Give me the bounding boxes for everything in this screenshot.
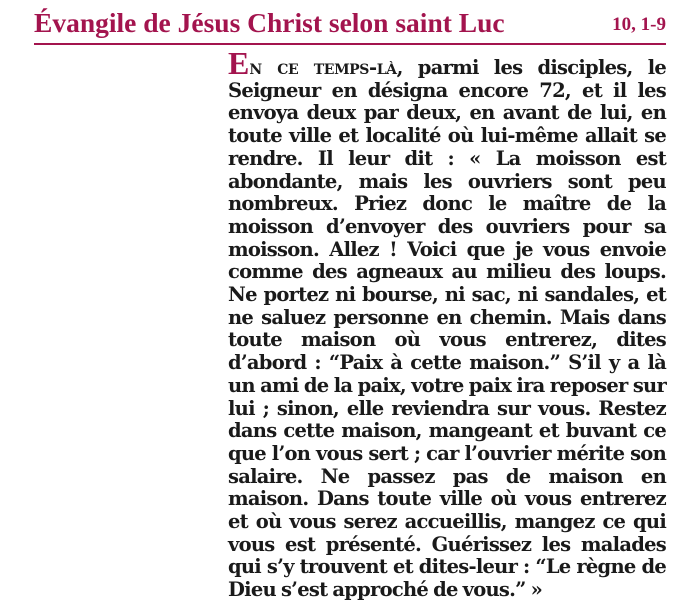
drop-cap: E [228, 45, 250, 81]
reading-body: , parmi les disciples, le Seigneur en désigna encore 72, et il les envoya deux par deux, en avant de lui, en toute ville et localité où lui-même allait se rendre. Il leur dit : « La moisson est abondante, mais les ouvriers sont peu nombreux. Priez donc le maître de la moisson d’envoyer des ouvriers pour sa moisson. Allez ! Voici que je vous envoie comme des agneaux au milieu des loups. Ne portez ni bourse, ni sac, ni sandales, et ne saluez personne en chemin. Mais dans toute maison où vous entrerez, dites d’abord : “Paix à cette maison.” S’il y a là un ami de la paix, votre paix ira reposer sur lui ; sinon, elle reviendra sur vous. Restez dans cette maison, mangeant et buvant ce que l’on vous sert ; car l’ouvrier mérite son salaire. Ne passez pas de maison en maison. Dans toute ville où vous entrerez et où vous serez accueillis, mangez ce qui vous est présenté. Guérissez les malades qui s’y trouvent et dites-leur : “Le règne de Dieu s’est approché de vous.” » [228, 56, 667, 602]
gospel-text [34, 45, 667, 602]
reading-header [34, 4, 666, 45]
gospel-page [34, 4, 666, 602]
gospel-title: Évangile de Jésus Christ selon saint Luc [34, 7, 505, 38]
opening-words: n ce temps-là [249, 56, 397, 79]
verse-reference: 10, 1-9 [612, 14, 666, 35]
